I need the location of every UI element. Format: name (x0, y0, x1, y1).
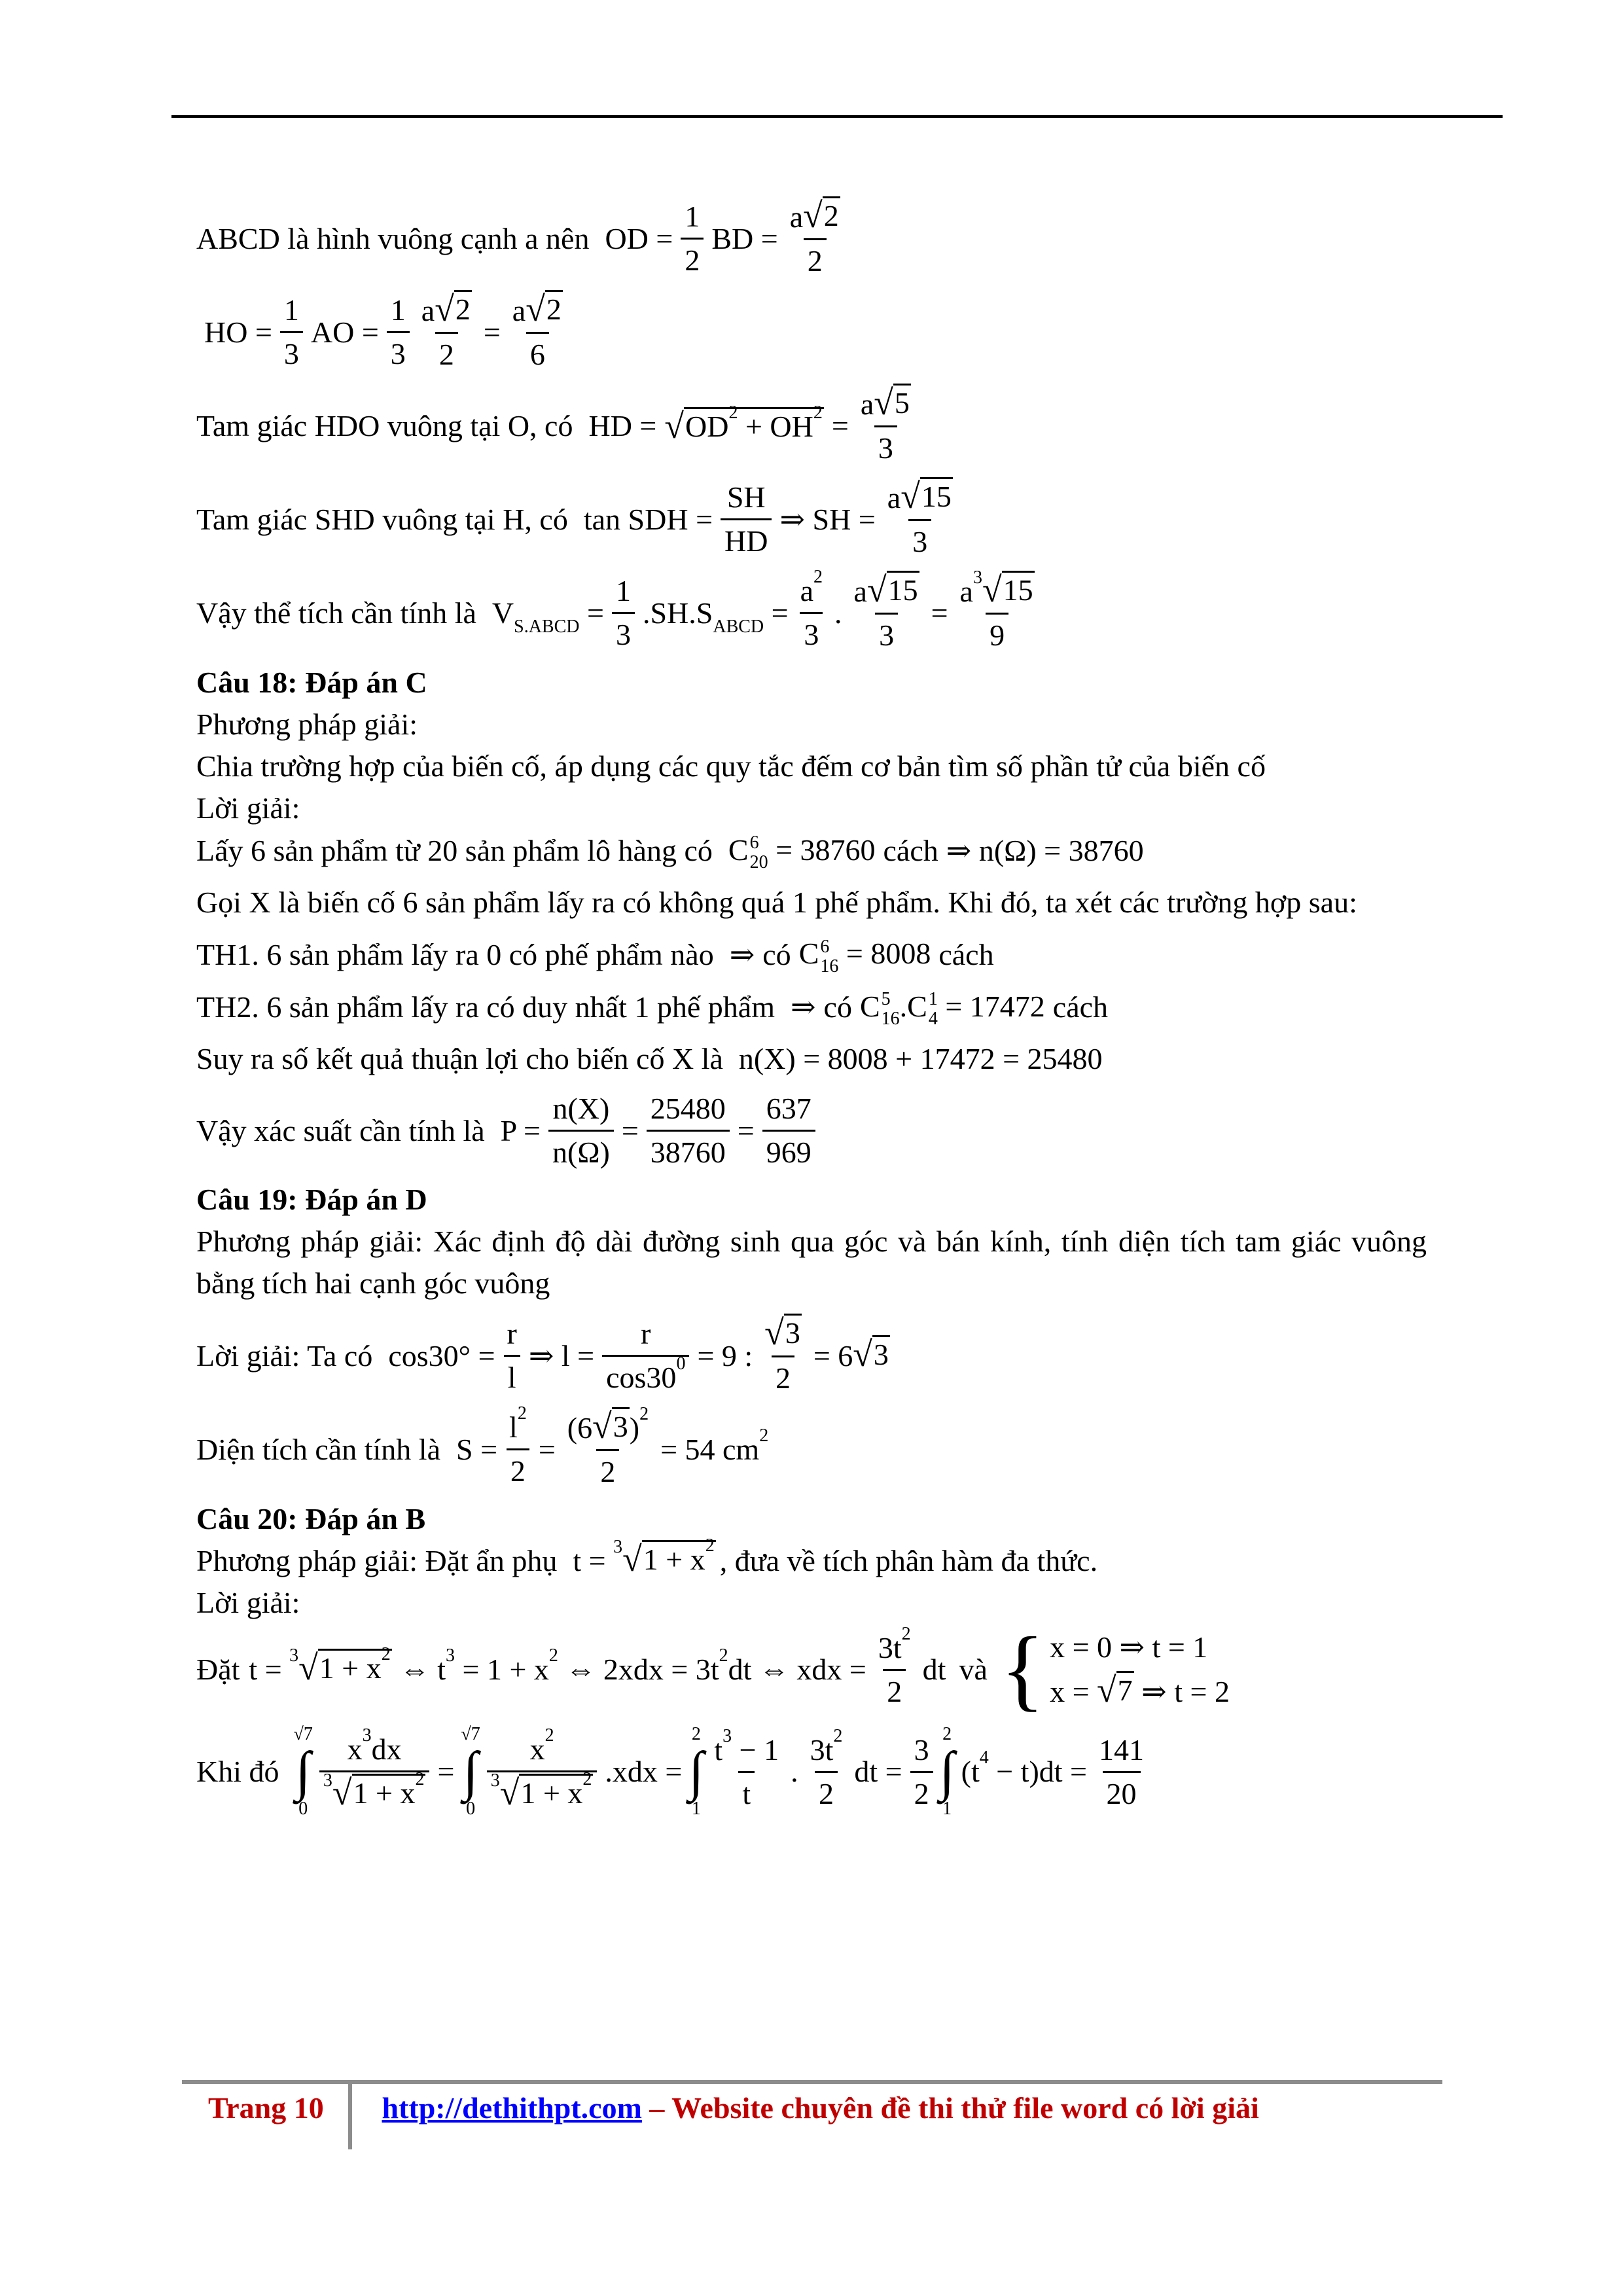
q20-text-dat: Đặt (196, 1653, 240, 1687)
q20-formula-integral: √7 ∫ 0 $x^3dx$ $^3$ √ $1 + x^2$ = √7 ∫ 0 $x^2$ $^3$ √ $1 + x^2$ .xdx = 2 ∫ 1 $\frac{t^3 - 1}{t}$ . $\frac{3t^2}{2}$ dt = $\frac{3}{2}$ 2 ∫ 1 $(t^4 - t)dt$ = $\frac{141}{20}$ (293, 1724, 1144, 1820)
q20-method (196, 1535, 1427, 1582)
formula-hd: HD = √ $OD^2 + OH^2$ = a √ 5 3 (584, 384, 918, 468)
document-body (196, 196, 1427, 1819)
q20-method-end: , đưa về tích phân hàm đa thức. (719, 1544, 1098, 1578)
q18-line-x: Gọi X là biến cố 6 sản phẩm lấy ra có không quá 1 phế phẩm. Khi đó, ta xét các trường hợp sau: (196, 886, 1357, 920)
q18-line-omega (196, 829, 1427, 872)
q18-th1-text: TH1. 6 sản phẩm lấy ra 0 có phế phẩm nào (196, 937, 714, 971)
line-volume (196, 567, 1427, 655)
text-sh: Tam giác SHD vuông tại H, có (196, 502, 568, 536)
line-hd (196, 384, 1427, 468)
q18-th2 (196, 986, 1427, 1029)
q20-solution-label: Lời giải: (196, 1586, 300, 1620)
q18-line-p (196, 1089, 1427, 1172)
q20-text-va: và (959, 1653, 988, 1687)
page-number: Trang 10 (208, 2091, 324, 2125)
q18-th2-formula: ⇒ có C 5 16 .C 1 4 = 17472 cách (787, 986, 1112, 1029)
q18-method: Chia trường hợp của biến cố, áp dụng các quy tắc đếm cơ bản tìm số phần tử của biến cố (196, 749, 1266, 783)
q18-th2-text: TH2. 6 sản phẩm lấy ra có duy nhất 1 phế phẩm (196, 990, 775, 1024)
formula-od: OD = $\frac{1}{2}$ BD = a √ 2 2 (601, 196, 847, 281)
q18-formula-omega: C 6 20 = 38760 cách ⇒ n(Ω) = 38760 (724, 829, 1148, 872)
q18-text-p: Vậy xác suất cần tính là (196, 1113, 485, 1147)
site-link[interactable]: http://dethithpt.com (382, 2091, 642, 2125)
text-hd: Tam giác HDO vuông tại O, có (196, 408, 573, 442)
q19-heading: Câu 19: Đáp án D (196, 1183, 427, 1217)
q18-th2-co: có (823, 990, 852, 1024)
q18-th1-unit: cách (938, 937, 994, 971)
formula-volume: $V_{S.ABCD}$ = $\frac{1}{3}$ $.SH.S_{ABCD}$ = $\frac{a^2}{3}$ . a √ 15 3 = $a^3$ √ 15 9 (488, 571, 1043, 655)
q18-formula-p: P = $\frac{n(X)}{n(\Omega)}$ = $\frac{25480}{38760}$ = $\frac{637}{969}$ (497, 1089, 819, 1172)
q20-line-sub (196, 1619, 1427, 1721)
q20-method-formula: t = $^3$ √ $1 + x^2$ (573, 1535, 715, 1579)
q18-th1-co: có (762, 937, 791, 971)
q19-line-l (196, 1314, 1427, 1398)
q18-unit-cach: cách (883, 834, 938, 868)
q19-method: Phương pháp giải: Xác định độ dài đường sinh qua góc và bán kính, tính diện tích tam giác vuông bằng tích hai cạnh góc vuông (196, 1225, 1427, 1300)
header-rule (171, 115, 1503, 118)
q18-text-nx: Suy ra số kết quả thuận lợi cho biến cố X là (196, 1042, 723, 1076)
q18-line-nx (196, 1038, 1427, 1080)
q18-solution-label: Lời giải: (196, 791, 300, 825)
line-od (196, 196, 1427, 281)
formula-ho: HO = $\frac{1}{3}$ AO = $\frac{1}{3}$ a √ 2 2 = a √ 2 6 (200, 290, 571, 374)
q18-method-label: Phương pháp giải: (196, 708, 418, 741)
q18-th1-formula: ⇒ có C 6 16 = 8008 cách (726, 933, 998, 976)
q19-text-s: Diện tích cần tính là (196, 1432, 440, 1466)
q19-formula-s: S = $\frac{l^2}{2}$ = (6 √ 3 )$^2$ 2 = 54 $cm^2$ (452, 1407, 772, 1492)
q19-formula-l: cos30° = $\frac{r}{l}$ ⇒ l = $\frac{r}{\cos 30^0}$ = 9 : √ 3 2 = 6 √ 3 (384, 1314, 894, 1398)
footer-rule (182, 2080, 1442, 2084)
q19-text-l: Lời giải: Ta có (196, 1338, 373, 1372)
line-ho (196, 290, 1427, 374)
footer-tagline: – Website chuyên đề thi thử file word có lời giải (649, 2091, 1259, 2125)
text-volume: Vậy thể tích cần tính là (196, 596, 476, 630)
q18-th2-unit: cách (1052, 990, 1109, 1024)
q20-formula-sub: t = $^3$ √ $1 + x^2$ ⇔ $t^3 = 1 + x^2$ ⇔ $2xdx = 3t^2dt$ ⇔ xdx = $\frac{3t^2}{2}$ dt (245, 1628, 950, 1712)
q18-th1 (196, 933, 1427, 976)
page-footer (208, 2090, 1259, 2125)
q19-line-s (196, 1403, 1427, 1492)
formula-sh: tan SDH = $\frac{SH}{HD}$ ⇒ SH = a √ 15 3 (580, 477, 961, 562)
q20-text-khido: Khi đó (196, 1755, 279, 1789)
line-sh (196, 477, 1427, 562)
q20-method-text: Phương pháp giải: Đặt ẩn phụ (196, 1544, 558, 1578)
text-od: ABCD là hình vuông cạnh a nên (196, 221, 590, 255)
q18-formula-nx: n(X) = 8008 + 17472 = 25480 (738, 1042, 1103, 1076)
q20-bounds-system: { x = 0 ⇒ t = 1 x = √ 7 ⇒ t = 2 (1000, 1619, 1230, 1721)
q20-line-integral (196, 1725, 1427, 1819)
q18-text-omega: Lấy 6 sản phẩm từ 20 sản phẩm lô hàng có (196, 834, 713, 868)
q18-heading: Câu 18: Đáp án C (196, 666, 427, 699)
q20-heading: Câu 20: Đáp án B (196, 1502, 426, 1536)
